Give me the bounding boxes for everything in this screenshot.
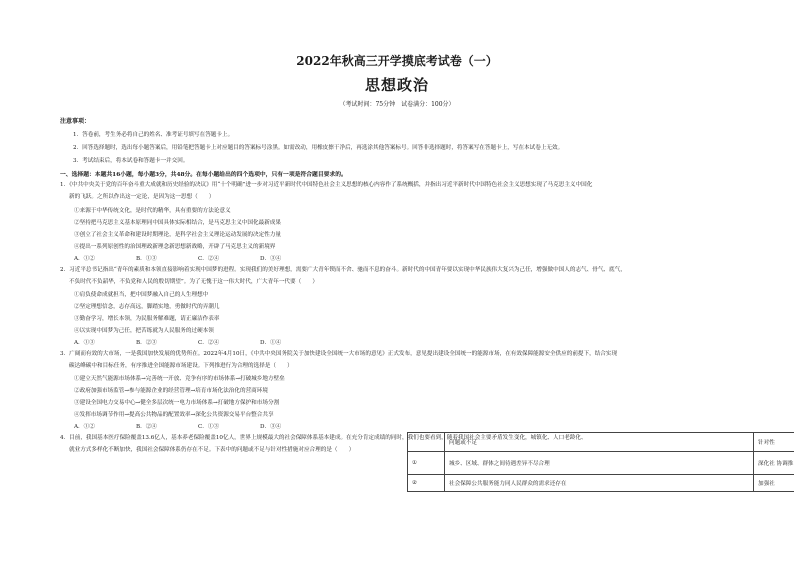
question-2-stem-cont: 不负时代不负韶华，不负党和人民的殷切期望”。为了无愧于这一伟大时代，广大青年一代要（ ） — [69, 279, 318, 285]
section-heading: 一、选择题：本题共16小题，每小题3分，共48分。在每小题给出的四个选项中，只有一项是符合题目要求的。 — [60, 172, 347, 178]
question-3-option: ①建立天然气能源市场体系→完善统一开放、竞争有序的市场体系→打破城乡地方壁垒 — [74, 376, 285, 382]
question-4-stem: 4．目前，我国基本医疗保险覆盖13.6亿人，基本养老保险覆盖10亿人，世界上规模最大的社会保障体系基本建成。在充分肯定成绩的同时，我们也要看到，随着我国社会主要矛盾发生变化，城镇化、人口老龄化、 — [60, 435, 587, 441]
question-1-option: ④提出一系列原创性的治国理政新理念新思想新战略，开辟了马克思主义的新境界 — [74, 244, 276, 250]
question-1-option: ③创立了社会主义革命和建设时期理论，是科学社会主义理论运动发展的决定性力量 — [74, 232, 281, 238]
table-cell: ② — [408, 475, 445, 492]
choice-c: C．②④ — [198, 256, 220, 262]
question-1-stem-cont: 新的飞跃。之所以作出这一定论，是因为这一思想（ ） — [69, 194, 215, 200]
note-item: 3．考试结束后，将本试卷和答题卡一并交回。 — [73, 158, 189, 164]
choice-d: D．③④ — [260, 424, 282, 430]
table-cell: 社会保障公共服务能力同人民群众的需求还存在 — [445, 475, 754, 492]
choice-b: B．①③ — [136, 256, 157, 262]
question-3-choices — [74, 422, 322, 430]
table-cell: 城乡、区域、群体之间待遇差异不尽合理 — [445, 452, 754, 475]
choice-c: C．②④ — [198, 340, 220, 346]
note-item: 1．答卷前，考生务必将自己的姓名、准考证号填写在答题卡上。 — [73, 132, 234, 138]
question-3-option: ④发挥市场调节作用→提高公共物品的配置效率→深化公共资源交易平台整合共享 — [74, 412, 274, 418]
question-3-stem: 3．广阔而有效的大市场，一是我国加快发展的优势所在。2022年4月10日，《中共中央国务院关于加快建设全国统一大市场的意见》正式发布，意见提出建设全国统一的能源市场，在有效保障能源安全供应的前提下，结合实现 — [60, 351, 618, 357]
table-cell: ① — [408, 452, 445, 475]
question-3-option: ②政府加强市场监管→参与能源企业的经营管理→培育市场化法治化的营商环境 — [74, 388, 268, 394]
choice-c: C．①③ — [198, 424, 220, 430]
table-cell: 深化社 协调推 — [754, 452, 794, 475]
question-2-stem: 2．习近平总书记指出“青年的素质和本领直接影响着实现中国梦的进程。实现我们的美好理想，需要广大青年锲而不舍、驰而不息的奋斗。新时代的中国青年要以实现中华民族伟大复兴为己任，增强做中国人的志气、骨气、底气， — [60, 267, 626, 273]
question-2-option: ④以实现中国梦为己任，把苦练就为人民服务的过硬本领 — [74, 328, 214, 334]
question-4-table — [407, 432, 794, 492]
question-1-choices — [74, 254, 322, 262]
choice-b: B．②③ — [136, 340, 157, 346]
choice-b: B．②④ — [136, 424, 157, 430]
table-cell: 针对性 — [754, 433, 794, 452]
subject-title: 思想政治 — [364, 76, 429, 94]
choice-d: D．①④ — [260, 340, 282, 346]
choice-a: A．①② — [74, 424, 95, 430]
choice-a: A．①② — [74, 256, 95, 262]
table-header-row — [408, 433, 794, 452]
question-1-stem: 1．《中共中央关于党的百年奋斗重大成就和历史经验的决议》用“十个明确”进一步对习近平新时代中国特色社会主义思想的核心内容作了系统概括，并指出习近平新时代中国特色社会主义思想实现了马克思主义中国化 — [60, 182, 593, 188]
question-4-stem-cont: 就业方式多样化不断加快，我国社会保障体系仍存在不足。下表中的问题或不足与针对性措施对应合理的是（ ） — [69, 447, 355, 453]
exam-meta: （考试时间：75分钟 试卷满分：100分） — [339, 101, 455, 108]
table-cell — [408, 433, 445, 452]
table-row — [408, 452, 794, 475]
exam-title: 2022年秋高三开学摸底考试卷（一） — [296, 54, 498, 68]
question-1-option: ①来源于中华传统文化，是时代的精华，具有重要的方法论意义 — [74, 208, 231, 214]
question-2-choices — [74, 338, 322, 346]
choice-a: A．①③ — [74, 340, 95, 346]
note-item: 2．回答选择题时，选出每小题答案后，用铅笔把答题卡上对应题目的答案标号涂黑。如需改动，用橡皮擦干净后，再选涂其他答案标号。回答非选择题时，将答案写在答题卡上，写在本试卷上无效。 — [73, 145, 564, 151]
question-3-stem-cont: 碳达峰碳中和目标任务，有序推进全国能源市场建设。下列推进行为合理的选择是（ ） — [69, 363, 293, 369]
question-2-option: ①肩负使命成就担当，把中国梦融入自己的人生理想中 — [74, 292, 209, 298]
table-cell: 加强社 — [754, 475, 794, 492]
question-1-option: ②坚持把马克思主义基本原理同中国具体实际相结合，是马克思主义中国化最新成果 — [74, 220, 281, 226]
question-3-option: ③建设全国电力交易中心→健全多层次统一电力市场体系→打破地方保护和市场分割 — [74, 400, 280, 406]
table-row — [408, 475, 794, 492]
notes-heading: 注意事项： — [60, 118, 91, 125]
question-2-option: ②坚定理想信念，志存高远，脚踏实地，勇做时代的弄潮儿 — [74, 304, 220, 310]
table-cell: 问题或不足 — [445, 433, 754, 452]
question-2-option: ③勤奋学习，增长本领，为民服务解难题，请正廉洁作表率 — [74, 316, 220, 322]
choice-d: D．③④ — [260, 256, 282, 262]
